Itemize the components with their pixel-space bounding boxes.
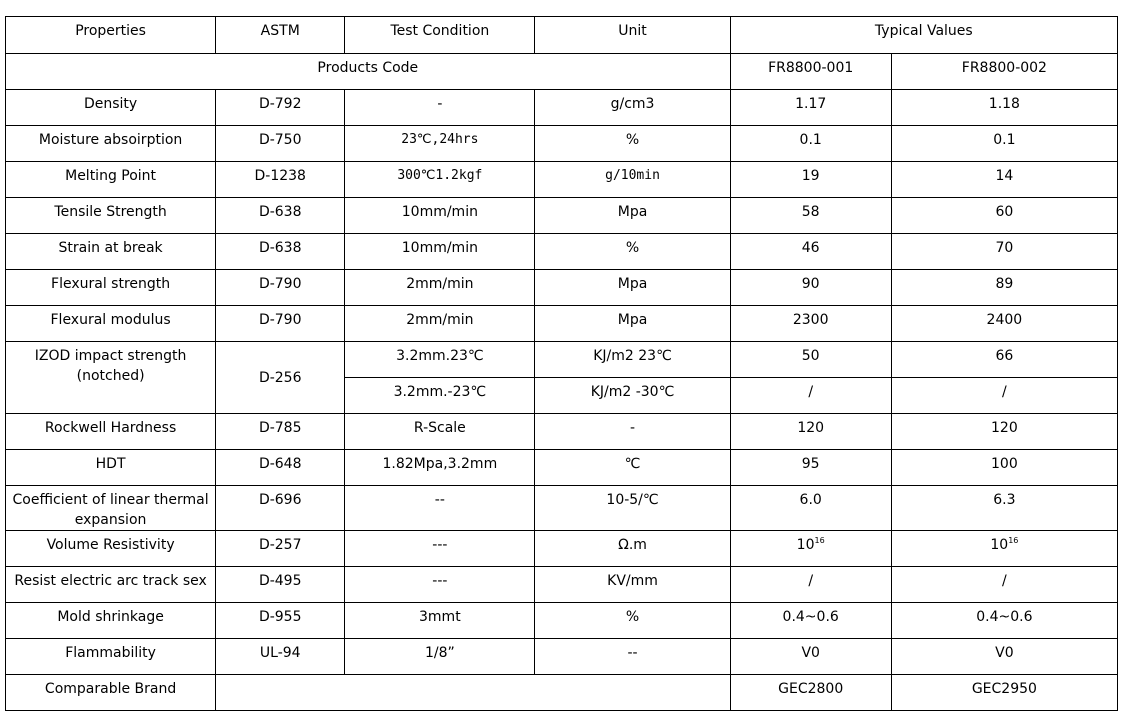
- value-cell-2: 89: [891, 270, 1117, 306]
- table-row: [6, 486, 1118, 531]
- products-code-row: [6, 54, 1118, 90]
- unit-cell: Mpa: [535, 198, 730, 234]
- value-base: 10: [796, 537, 815, 553]
- comparable-brand-2: GEC2950: [891, 675, 1117, 711]
- unit-cell: g/10min: [535, 162, 730, 198]
- condition-cell: R-Scale: [345, 414, 535, 450]
- value-cell-2: 70: [891, 234, 1117, 270]
- condition-cell: 2mm/min: [345, 306, 535, 342]
- astm-cell: D-790: [216, 270, 345, 306]
- value-cell-1: 58: [730, 198, 891, 234]
- header-row: [6, 17, 1118, 54]
- izod-astm-cell: D-256: [216, 342, 345, 414]
- property-cell: Rockwell Hardness: [6, 414, 216, 450]
- unit-cell: KJ/m2 23℃: [535, 342, 730, 378]
- value-cell-2: 1.18: [891, 90, 1117, 126]
- condition-cell: 1.82Mpa,3.2mm: [345, 450, 535, 486]
- astm-cell: D-1238: [216, 162, 345, 198]
- table-row: [6, 639, 1118, 675]
- table-row: [6, 414, 1118, 450]
- condition-cell: 10mm/min: [345, 198, 535, 234]
- izod-row-1: [6, 342, 1118, 378]
- astm-cell: D-792: [216, 90, 345, 126]
- astm-cell: D-696: [216, 486, 345, 531]
- condition-cell: 300℃1.2kgf: [345, 162, 535, 198]
- condition-cell: 23℃,24hrs: [345, 126, 535, 162]
- value-exponent: 16: [1008, 536, 1019, 545]
- condition-cell: 10mm/min: [345, 234, 535, 270]
- property-cell: Melting Point: [6, 162, 216, 198]
- condition-cell: --: [345, 486, 535, 531]
- property-cell: Resist electric arc track sex: [6, 567, 216, 603]
- table-row: [6, 90, 1118, 126]
- astm-cell: D-495: [216, 567, 345, 603]
- value-cell-2: 0.1: [891, 126, 1117, 162]
- header-unit: Unit: [535, 17, 730, 54]
- unit-cell: %: [535, 126, 730, 162]
- table-row: [6, 270, 1118, 306]
- value-cell-2: V0: [891, 639, 1117, 675]
- property-cell: Flammability: [6, 639, 216, 675]
- value-cell-1: /: [730, 567, 891, 603]
- astm-cell: D-638: [216, 198, 345, 234]
- value-base: 10: [990, 537, 1009, 553]
- table-row: [6, 126, 1118, 162]
- table-row: [6, 162, 1118, 198]
- table-row: [6, 234, 1118, 270]
- unit-cell: ℃: [535, 450, 730, 486]
- header-test-condition: Test Condition: [345, 17, 535, 54]
- value-cell-1: 50: [730, 342, 891, 378]
- products-code-2: FR8800-002: [891, 54, 1117, 90]
- value-cell-1: [730, 531, 891, 567]
- value-cell-1: V0: [730, 639, 891, 675]
- astm-cell: D-785: [216, 414, 345, 450]
- table-row: [6, 306, 1118, 342]
- value-exponent: 16: [814, 536, 825, 545]
- value-cell-2: 2400: [891, 306, 1117, 342]
- value-cell-1: 1.17: [730, 90, 891, 126]
- condition-cell: 3.2mm.-23℃: [345, 378, 535, 414]
- unit-cell: KV/mm: [535, 567, 730, 603]
- value-cell-1: 19: [730, 162, 891, 198]
- header-astm: ASTM: [216, 17, 345, 54]
- unit-cell: %: [535, 234, 730, 270]
- astm-cell: D-648: [216, 450, 345, 486]
- value-cell-1: 46: [730, 234, 891, 270]
- condition-cell: 3.2mm.23℃: [345, 342, 535, 378]
- value-cell-2: /: [891, 378, 1117, 414]
- astm-cell: D-638: [216, 234, 345, 270]
- comparable-empty-cell: [216, 675, 730, 711]
- value-cell-1: 120: [730, 414, 891, 450]
- unit-cell: g/cm3: [535, 90, 730, 126]
- astm-cell: D-790: [216, 306, 345, 342]
- value-cell-2: 60: [891, 198, 1117, 234]
- value-cell-1: 2300: [730, 306, 891, 342]
- unit-cell: --: [535, 639, 730, 675]
- volume-resistivity-row: [6, 531, 1118, 567]
- comparable-brand-label: Comparable Brand: [6, 675, 216, 711]
- value-cell-2: /: [891, 567, 1117, 603]
- unit-cell: Mpa: [535, 306, 730, 342]
- value-cell-1: 0.1: [730, 126, 891, 162]
- property-cell: Strain at break: [6, 234, 216, 270]
- value-cell-1: /: [730, 378, 891, 414]
- products-code-1: FR8800-001: [730, 54, 891, 90]
- izod-property-cell: [6, 342, 216, 414]
- table-row: [6, 603, 1118, 639]
- unit-cell: Mpa: [535, 270, 730, 306]
- value-cell-2: [891, 531, 1117, 567]
- unit-cell: 10-5/℃: [535, 486, 730, 531]
- unit-cell: Ω.m: [535, 531, 730, 567]
- unit-cell: -: [535, 414, 730, 450]
- property-cell: Flexural modulus: [6, 306, 216, 342]
- property-cell: Tensile Strength: [6, 198, 216, 234]
- property-cell: Volume Resistivity: [6, 531, 216, 567]
- value-cell-2: 66: [891, 342, 1117, 378]
- property-cell: Mold shrinkage: [6, 603, 216, 639]
- value-cell-1: 90: [730, 270, 891, 306]
- astm-cell: UL-94: [216, 639, 345, 675]
- property-cell: Density: [6, 90, 216, 126]
- izod-property-line-1: IZOD impact strength: [34, 348, 187, 364]
- table-row: [6, 198, 1118, 234]
- condition-cell: 2mm/min: [345, 270, 535, 306]
- comparable-brand-row: [6, 675, 1118, 711]
- condition-cell: ---: [345, 531, 535, 567]
- property-cell: Moisture absoirption: [6, 126, 216, 162]
- value-cell-2: 0.4~0.6: [891, 603, 1117, 639]
- value-cell-2: 6.3: [891, 486, 1117, 531]
- header-typical-values: Typical Values: [730, 17, 1117, 54]
- property-cell: HDT: [6, 450, 216, 486]
- astm-cell: D-257: [216, 531, 345, 567]
- table-row: [6, 450, 1118, 486]
- unit-cell: %: [535, 603, 730, 639]
- properties-table: [5, 16, 1118, 711]
- header-properties: Properties: [6, 17, 216, 54]
- property-cell: Coefficient of linear thermal expansion: [6, 486, 216, 531]
- astm-cell: D-955: [216, 603, 345, 639]
- table-row: [6, 567, 1118, 603]
- comparable-brand-1: GEC2800: [730, 675, 891, 711]
- value-cell-1: 95: [730, 450, 891, 486]
- property-cell: Flexural strength: [6, 270, 216, 306]
- products-code-label: Products Code: [6, 54, 731, 90]
- astm-cell: D-750: [216, 126, 345, 162]
- condition-cell: ---: [345, 567, 535, 603]
- value-cell-2: 14: [891, 162, 1117, 198]
- value-cell-1: 0.4~0.6: [730, 603, 891, 639]
- value-cell-2: 100: [891, 450, 1117, 486]
- value-cell-2: 120: [891, 414, 1117, 450]
- izod-property-line-2: (notched): [76, 368, 145, 384]
- value-cell-1: 6.0: [730, 486, 891, 531]
- unit-cell: KJ/m2 -30℃: [535, 378, 730, 414]
- condition-cell: 3mmt: [345, 603, 535, 639]
- condition-cell: -: [345, 90, 535, 126]
- condition-cell: 1/8”: [345, 639, 535, 675]
